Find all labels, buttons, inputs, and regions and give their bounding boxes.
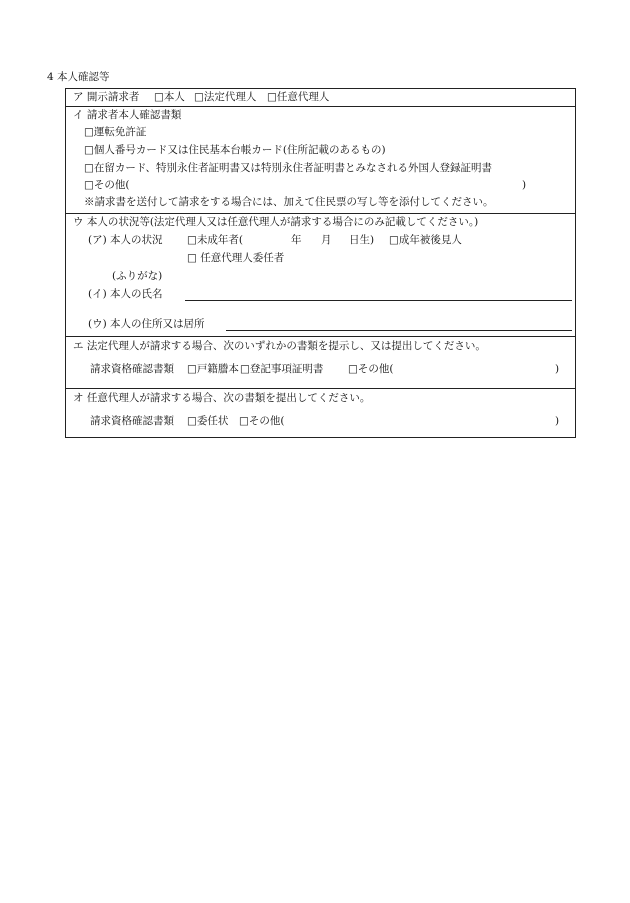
drivers-license-checkbox[interactable]: □運転免許証 bbox=[84, 126, 147, 138]
requester-self-checkbox[interactable]: □本人 bbox=[154, 91, 185, 103]
voluntary-agent-other-close: ) bbox=[555, 415, 560, 427]
principal-status-label: (ア) 本人の状況 bbox=[88, 234, 163, 246]
section-legal-agent-documents bbox=[66, 336, 575, 389]
voluntary-principal-checkbox[interactable]: □ 任意代理人委任者 bbox=[187, 252, 285, 264]
section-heading: 4 本人確認等 bbox=[47, 71, 110, 83]
principal-name-label: (イ) 本人の氏名 bbox=[88, 288, 163, 300]
requester-voluntary-agent-checkbox[interactable]: □任意代理人 bbox=[267, 91, 330, 103]
power-of-attorney-checkbox[interactable]: □委任状 bbox=[187, 415, 229, 427]
other-document-close: ) bbox=[522, 179, 527, 191]
birth-day-label: 日生) bbox=[349, 234, 375, 246]
legal-agent-other-close: ) bbox=[555, 363, 560, 375]
other-document-checkbox[interactable]: □その他( bbox=[84, 179, 130, 191]
section-requester bbox=[66, 89, 575, 107]
section-principal-status bbox=[66, 213, 575, 337]
legal-agent-other-checkbox[interactable]: □その他( bbox=[348, 363, 394, 375]
principal-address-label: (ウ) 本人の住所又は居所 bbox=[88, 318, 205, 330]
requester-legal-agent-checkbox[interactable]: □法定代理人 bbox=[194, 91, 257, 103]
family-register-checkbox[interactable]: □戸籍謄本 bbox=[187, 363, 239, 375]
birth-year-label: 年 bbox=[291, 234, 302, 246]
registry-certificate-checkbox[interactable]: □登記事項証明書 bbox=[240, 363, 324, 375]
resident-card-checkbox[interactable]: □個人番号カード又は住民基本台帳カード(住所記載のあるもの) bbox=[84, 144, 386, 156]
legal-agent-docs-label: 請求資格確認書類 bbox=[90, 363, 174, 375]
adult-ward-checkbox[interactable]: □成年被後見人 bbox=[389, 234, 462, 246]
residence-card-checkbox[interactable]: □在留カード、特別永住者証明書又は特別永住者証明書とみなされる外国人登録証明書 bbox=[84, 162, 492, 174]
mail-request-note: ※請求書を送付して請求をする場合には、加えて住民票の写し等を添付してください。 bbox=[84, 196, 494, 208]
birth-month-label: 月 bbox=[321, 234, 332, 246]
id-documents-title: イ 請求者本人確認書類 bbox=[73, 109, 182, 121]
principal-address-field[interactable] bbox=[226, 330, 572, 331]
principal-name-field[interactable] bbox=[185, 300, 572, 301]
furigana-label: (ふりがな) bbox=[112, 270, 163, 282]
requester-label: ア 開示請求者 bbox=[73, 91, 140, 103]
voluntary-agent-title: オ 任意代理人が請求する場合、次の書類を提出してください。 bbox=[73, 392, 371, 404]
voluntary-agent-other-checkbox[interactable]: □その他( bbox=[239, 415, 285, 427]
principal-status-title: ウ 本人の状況等(法定代理人又は任意代理人が請求する場合にのみ記載してください。) bbox=[73, 216, 479, 228]
minor-checkbox[interactable]: □未成年者( bbox=[187, 234, 244, 246]
section-id-documents bbox=[66, 106, 575, 214]
legal-agent-title: エ 法定代理人が請求する場合、次のいずれかの書類を提示し、又は提出してください。 bbox=[73, 340, 486, 352]
identity-verification-form bbox=[65, 88, 576, 438]
voluntary-agent-docs-label: 請求資格確認書類 bbox=[90, 415, 174, 427]
section-voluntary-agent-documents bbox=[66, 388, 575, 438]
